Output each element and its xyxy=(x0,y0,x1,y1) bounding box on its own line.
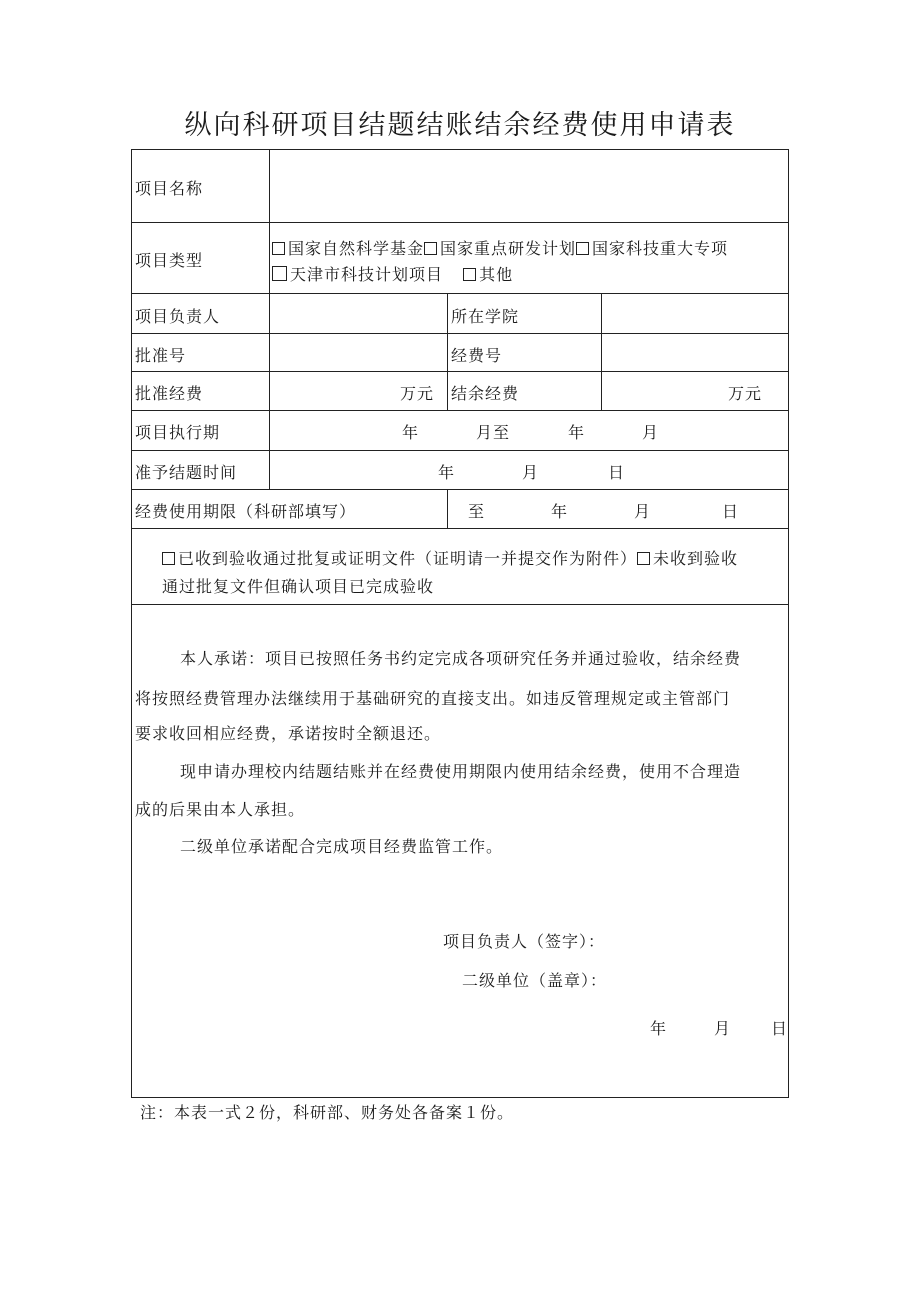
checkbox-icon xyxy=(162,552,175,565)
execution-period-label: 项目执行期 xyxy=(135,423,221,442)
acceptance-line1 xyxy=(162,546,738,569)
footnote: 注：本表一式２份，科研部、财务处各备案１份。 xyxy=(140,1103,515,1122)
application-form-table xyxy=(131,149,789,1098)
commitment-p1-line2: 将按照经费管理办法继续用于基础研究的直接支出。如违反管理规定或主管部门 xyxy=(135,689,731,708)
row-divider xyxy=(131,371,789,372)
type-option-key-rd[interactable]: 国家重点研发计划 xyxy=(424,239,576,258)
checkbox-icon xyxy=(576,242,589,255)
row-divider xyxy=(131,222,789,223)
deadline-month: 月 xyxy=(634,502,652,521)
row-divider xyxy=(131,410,789,411)
row-divider xyxy=(131,604,789,605)
deadline-to: 至 xyxy=(468,502,486,521)
project-name-label: 项目名称 xyxy=(135,179,204,198)
execution-year-start: 年 xyxy=(402,423,420,442)
type-option-tianjin[interactable]: 天津市科技计划项目 xyxy=(272,265,443,284)
leader-field[interactable] xyxy=(272,296,444,330)
checkbox-icon xyxy=(272,242,285,255)
college-label: 所在学院 xyxy=(451,307,520,326)
row-divider xyxy=(131,293,789,294)
approved-fund-unit: 万元 xyxy=(400,384,435,403)
project-type-options-line2 xyxy=(272,262,513,285)
conclusion-year: 年 xyxy=(438,463,456,482)
row-divider xyxy=(131,489,789,490)
form-title: 纵向科研项目结题结账结余经费使用申请表 xyxy=(184,110,736,141)
fund-number-field[interactable] xyxy=(604,336,786,368)
sign-date-year: 年 xyxy=(650,1019,668,1038)
balance-fund-label: 结余经费 xyxy=(451,384,520,403)
approval-number-label: 批准号 xyxy=(135,346,187,365)
type-option-nsfc[interactable]: 国家自然科学基金 xyxy=(272,239,424,258)
row-divider xyxy=(131,528,789,529)
balance-fund-unit: 万元 xyxy=(728,384,763,403)
sign-date-day: 日 xyxy=(771,1019,789,1038)
deadline-year: 年 xyxy=(551,502,569,521)
acceptance-option-not-received[interactable]: 未收到验收 xyxy=(637,549,738,568)
column-divider xyxy=(601,293,602,410)
college-field[interactable] xyxy=(604,296,786,330)
type-option-other[interactable]: 其他 xyxy=(463,265,513,284)
checkbox-icon xyxy=(424,242,437,255)
commitment-p3: 二级单位承诺配合完成项目经费监管工作。 xyxy=(180,837,504,856)
project-type-options-line1 xyxy=(272,236,728,259)
fund-number-label: 经费号 xyxy=(451,346,503,365)
sign-date-month: 月 xyxy=(714,1019,732,1038)
row-divider xyxy=(131,450,789,451)
row-divider xyxy=(131,333,789,334)
conclusion-day: 日 xyxy=(608,463,626,482)
commitment-p1-line1: 本人承诺：项目已按照任务书约定完成各项研究任务并通过验收，结余经费 xyxy=(180,649,742,668)
conclusion-month: 月 xyxy=(522,463,540,482)
checkbox-icon xyxy=(637,552,650,565)
conclusion-time-label: 准予结题时间 xyxy=(135,463,238,482)
approval-number-field[interactable] xyxy=(272,336,444,368)
checkbox-icon xyxy=(463,268,476,281)
commitment-p1-line3: 要求收回相应经费，承诺按时全额退还。 xyxy=(135,724,442,743)
signature-unit-label: 二级单位（盖章）： xyxy=(462,971,608,990)
project-type-label: 项目类型 xyxy=(135,251,204,270)
project-name-field[interactable] xyxy=(272,152,786,220)
deadline-day: 日 xyxy=(722,502,740,521)
column-divider xyxy=(447,293,448,410)
column-divider xyxy=(447,489,448,528)
commitment-p2-line2: 成的后果由本人承担。 xyxy=(135,800,306,819)
approved-fund-label: 批准经费 xyxy=(135,384,204,403)
fund-deadline-label: 经费使用期限（科研部填写） xyxy=(135,502,357,521)
execution-month-end: 月 xyxy=(642,423,660,442)
column-divider xyxy=(269,149,270,489)
checkbox-icon xyxy=(272,266,287,281)
execution-year-end: 年 xyxy=(568,423,586,442)
acceptance-option-received[interactable]: 已收到验收通过批复或证明文件（证明请一并提交作为附件） xyxy=(162,549,637,568)
commitment-p2-line1: 现申请办理校内结题结账并在经费使用期限内使用结余经费，使用不合理造 xyxy=(180,762,742,781)
acceptance-line2: 通过批复文件但确认项目已完成验收 xyxy=(162,577,435,596)
type-option-major-project[interactable]: 国家科技重大专项 xyxy=(576,239,728,258)
execution-month-start-to: 月至 xyxy=(476,423,511,442)
leader-label: 项目负责人 xyxy=(135,307,221,326)
signature-leader-label: 项目负责人（签字）： xyxy=(443,932,606,951)
